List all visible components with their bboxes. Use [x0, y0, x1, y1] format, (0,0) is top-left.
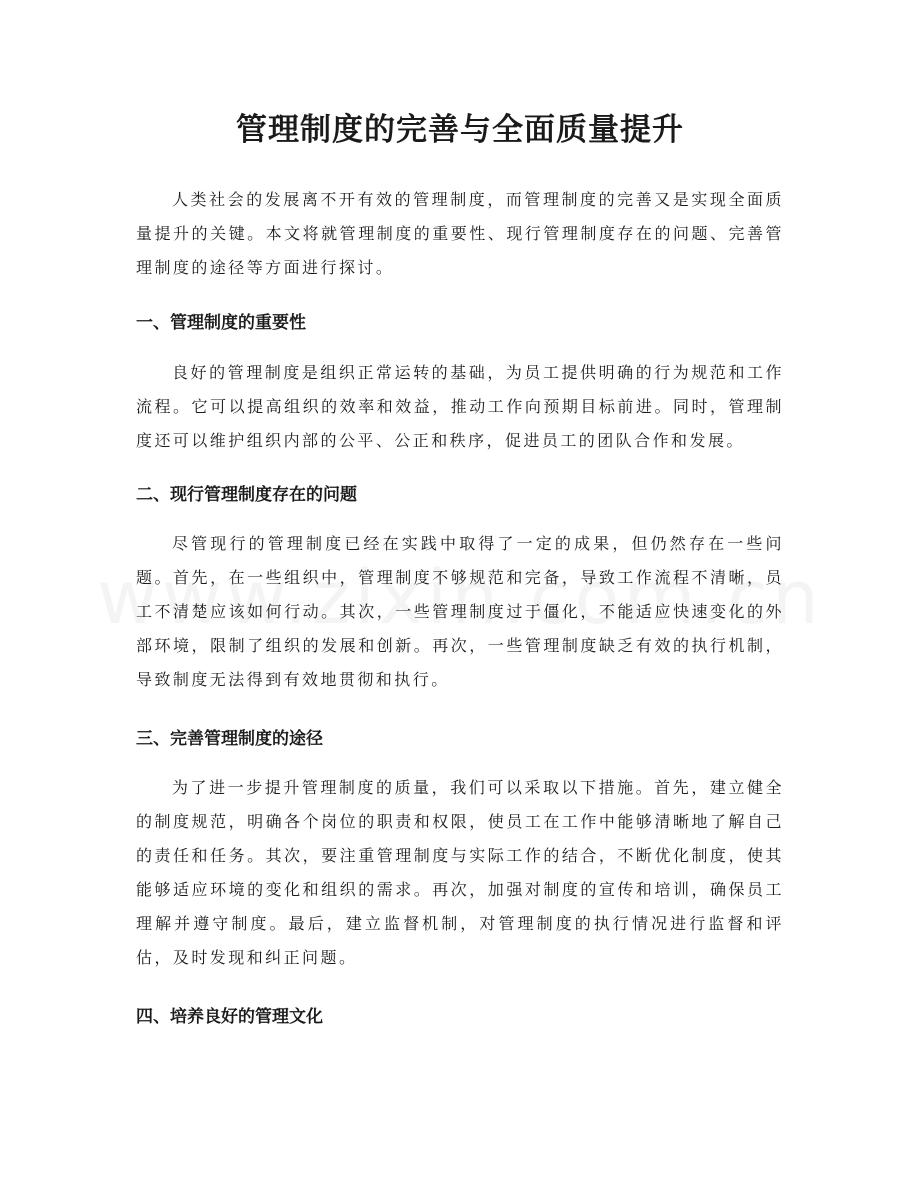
document-title: 管理制度的完善与全面质量提升: [236, 112, 684, 148]
section-1-heading: 一、管理制度的重要性: [136, 313, 306, 333]
section-2-heading: 二、现行管理制度存在的问题: [136, 485, 357, 505]
section-2-paragraph: 尽管现行的管理制度已经在实践中取得了一定的成果，但仍然存在一些问题。首先，在一些组织中，管理制度不够规范和完备，导致工作流程不清晰，员工不清楚应该如何行动。其次，一些管理制度过于僵化，不能适应快速变化的外部环境，限制了组织的发展和创新。再次，一些管理制度缺乏有效的执行机制，导致制度无法得到有效地贯彻和执行。: [136, 534, 784, 689]
section-4-heading: 四、培养良好的管理文化: [136, 1007, 323, 1027]
intro-paragraph: 人类社会的发展离不开有效的管理制度，而管理制度的完善又是实现全面质量提升的关键。本文将就管理制度的重要性、现行管理制度存在的问题、完善管理制度的途径等方面进行探讨。: [136, 190, 784, 277]
section-3-paragraph: 为了进一步提升管理制度的质量，我们可以采取以下措施。首先，建立健全的制度规范，明确各个岗位的职责和权限，使员工在工作中能够清晰地了解自己的责任和任务。其次，要注重管理制度与实际工作的结合，不断优化制度，使其能够适应环境的变化和组织的需求。再次，加强对制度的宣传和培训，确保员工理解并遵守制度。最后，建立监督机制，对管理制度的执行情况进行监督和评估，及时发现和纠正问题。: [136, 778, 784, 967]
section-3-heading: 三、完善管理制度的途径: [136, 729, 323, 749]
section-1-paragraph: 良好的管理制度是组织正常运转的基础，为员工提供明确的行为规范和工作流程。它可以提高组织的效率和效益，推动工作向预期目标前进。同时，管理制度还可以维护组织内部的公平、公正和秩序，促进员工的团队合作和发展。: [136, 363, 784, 450]
